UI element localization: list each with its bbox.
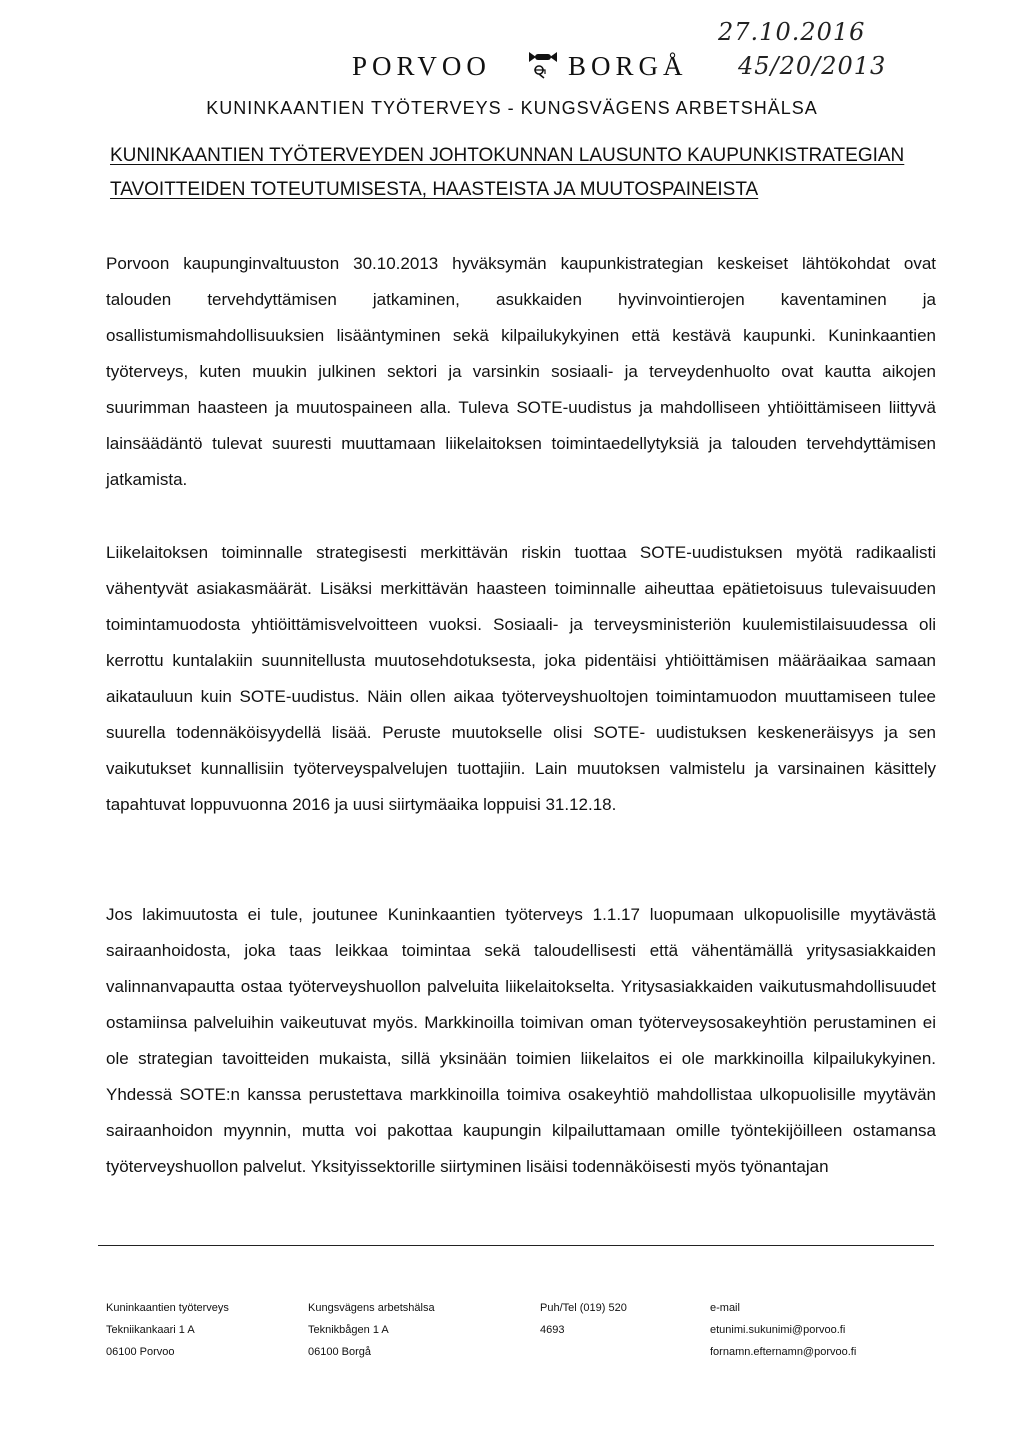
brand-name-finnish: PORVOO (352, 51, 491, 81)
footer-column-finnish (106, 1297, 229, 1363)
footer-line: 4693 (540, 1324, 565, 1336)
footer-line: Kungsvägens arbetshälsa (308, 1302, 435, 1314)
handwritten-date: 27.10.2016 (718, 18, 866, 46)
footer-column-phone (540, 1297, 627, 1341)
footer-line: Tekniikankaari 1 A (106, 1324, 195, 1336)
footer-line: etunimi.sukunimi@porvoo.fi (710, 1324, 846, 1336)
footer-line: Kuninkaantien työterveys (106, 1302, 229, 1314)
porvoo-crest-icon (526, 48, 560, 88)
footer-divider (98, 1245, 934, 1246)
handwritten-reference: 45/20/2013 (738, 52, 887, 80)
unit-name: KUNINKAANTIEN TYÖTERVEYS - KUNGSVÄGENS ARBETSHÄLSA (206, 98, 818, 118)
footer-line: 06100 Borgå (308, 1346, 371, 1358)
footer-line: fornamn.efternamn@porvoo.fi (710, 1346, 857, 1358)
brand-name-swedish: BORGÅ (568, 51, 688, 81)
paragraph: Jos lakimuutosta ei tule, joutunee Kuninkaantien työterveys 1.1.17 luopumaan ulkopuolisille myytävästä sairaanhoidosta, joka taas leikkaa toimintaa sekä taloudellisesti että vähentämällä yritysasiakkaiden valinnanvapautta ostaa työterveyshuollon palveluita liikelaitokselta. Yritysasiakkaiden vaikutusmahdollisuudet ostamiinsa palveluihin vaikeutuvat myös. Markkinoilla toimivan oman työterveysosakeyhtiön perustaminen ei ole strategian tavoitteiden mukaista, sillä yksinään toimien liikelaitos ei ole markkinoilla kilpailukykyinen. Yhdessä SOTE:n kanssa perustettava markkinoilla toimiva osakeyhtiö mahdollistaa ulkopuolisille myytävän sairaanhoidon myynnin, mutta voi pakottaa kaupungin kilpailuttamaan omille työntekijöilleen ostamansa työterveyshuollon palvelut. Yksityissektorille siirtyminen lisäisi todennäköisesti myös työnantajan (106, 905, 936, 1176)
footer-line: Puh/Tel (019) 520 (540, 1302, 627, 1314)
footer-column-email (710, 1297, 856, 1363)
footer-line: Teknikbågen 1 A (308, 1324, 389, 1336)
document-title-line-2: TAVOITTEIDEN TOTEUTUMISESTA, HAASTEISTA JA MUUTOSPAINEISTA (110, 179, 759, 200)
footer-column-swedish (308, 1297, 435, 1363)
footer-line: e-mail (710, 1302, 740, 1314)
paragraph: Liikelaitoksen toiminnalle strategisesti merkittävän riskin tuottaa SOTE-uudistuksen myötä radikaalisti vähentyvät asiakasmäärät. Lisäksi merkittävän haasteen toiminnalle aiheuttaa epätietoisuus tulevaisuuden toimintamuodosta yhtiöittämisvelvoitteen vuoksi. Sosiaali- ja terveysministeriön kuulemistilaisuudessa oli kerrottu kuntalakiin suunnitellusta muutosehdotuksesta, joka pidentäisi yhtiöittämisen määräaikaa samaan aikatauluun kuin SOTE-uudistus. Näin ollen aikaa työterveyshuoltojen toimintamuodon muuttamiseen tulee suurella todennäköisyydellä lisää. Peruste muutokselle olisi SOTE- uudistuksen keskeneräisyys ja sen vaikutukset kunnallisiin työterveyspalvelujen tuottajiin. Lain muutoksen valmistelu ja varsinainen käsittely tapahtuvat loppuvuonna 2016 ja uusi siirtymäaika loppuisi 31.12.18. (106, 543, 936, 814)
footer-line: 06100 Porvoo (106, 1346, 175, 1358)
document-title-line-1: KUNINKAANTIEN TYÖTERVEYDEN JOHTOKUNNAN LAUSUNTO KAUPUNKISTRATEGIAN (110, 145, 905, 166)
paragraph: Porvoon kaupunginvaltuuston 30.10.2013 hyväksymän kaupunkistrategian keskeiset lähtökohdat ovat talouden tervehdyttämisen jatkaminen, asukkaiden hyvinvointierojen kaventaminen ja osallistumismahdollisuuksien lisääntyminen sekä kilpailukykyinen että kestävä kaupunki. Kuninkaantien työterveys, kuten muukin julkinen sektori ja varsinkin sosiaali- ja terveydenhuolto ovat kautta aikojen suurimman haasteen ja muutospaineen alla. Tuleva SOTE-uudistus ja mahdolliseen yhtiöittämiseen liittyvä lainsäädäntö tulevat suuresti muuttamaan liikelaitoksen toimintaedellytyksiä ja talouden tervehdyttämisen jatkamista. (106, 254, 936, 489)
